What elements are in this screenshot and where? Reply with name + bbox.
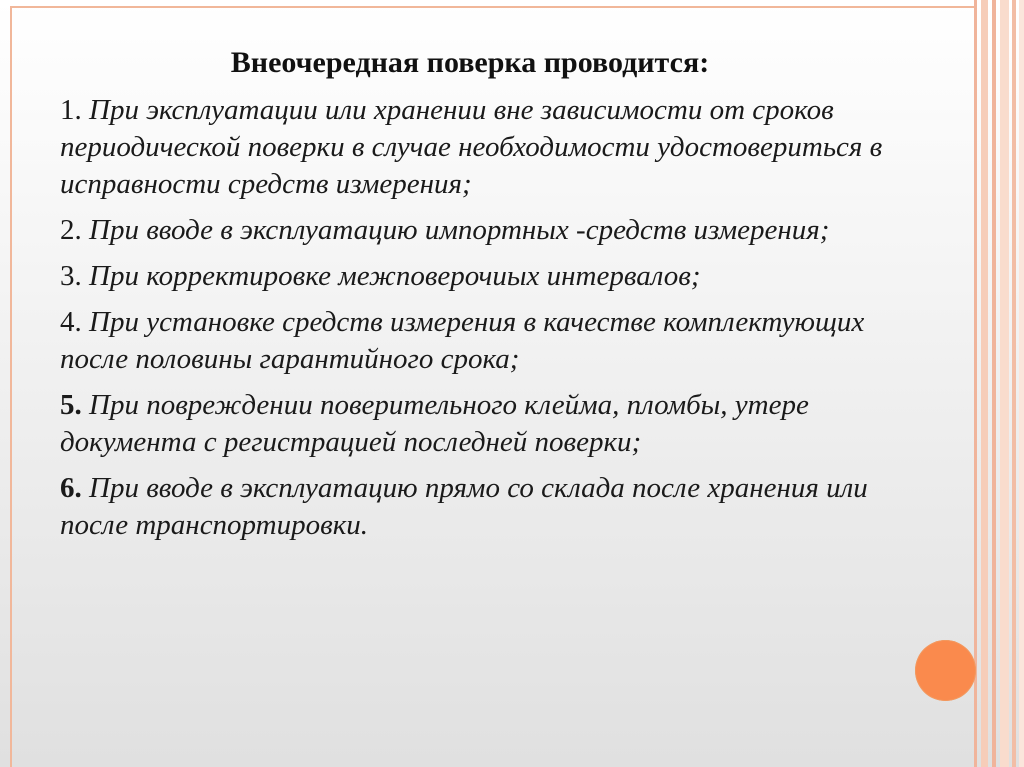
list-item xyxy=(60,212,920,249)
item-list xyxy=(60,92,920,553)
item-number: 3. xyxy=(60,260,82,292)
decor-stripe xyxy=(992,0,996,767)
decor-stripe xyxy=(981,0,988,767)
item-text: При повреждении поверительного клейма, пломбы, утере документа с регистрацией последней поверки; xyxy=(60,389,809,458)
list-item xyxy=(60,304,920,378)
item-number: 1. xyxy=(60,94,82,126)
orange-circle-decor xyxy=(915,640,976,701)
frame-top-line xyxy=(10,6,974,8)
list-item xyxy=(60,470,920,544)
item-number: 4. xyxy=(60,306,82,338)
item-text: При корректировке межповерочиых интервалов; xyxy=(89,260,701,292)
list-item xyxy=(60,92,920,203)
item-text: При вводе в эксплуатацию импортных -средств измерения; xyxy=(89,214,830,246)
item-number: 2. xyxy=(60,214,82,246)
list-item xyxy=(60,258,920,295)
item-text: При вводе в эксплуатацию прямо со склада после хранения или после транспортировки. xyxy=(60,472,868,541)
item-number: 6. xyxy=(60,472,82,504)
list-item xyxy=(60,387,920,461)
item-number: 5. xyxy=(60,389,82,421)
decor-stripe xyxy=(1000,0,1009,767)
decor-stripe xyxy=(974,0,977,767)
item-text: При установке средств измерения в качестве комплектующих после половины гарантийного срока; xyxy=(60,306,865,375)
slide-title: Внеочередная поверка проводится: xyxy=(230,46,710,79)
decor-stripe xyxy=(1019,0,1024,767)
frame-left-line xyxy=(10,6,12,767)
decor-stripe xyxy=(1012,0,1016,767)
item-text: При эксплуатации или хранении вне зависимости от сроков периодической поверки в случае необходимости удостовериться в исправности средств измерения; xyxy=(60,94,883,200)
